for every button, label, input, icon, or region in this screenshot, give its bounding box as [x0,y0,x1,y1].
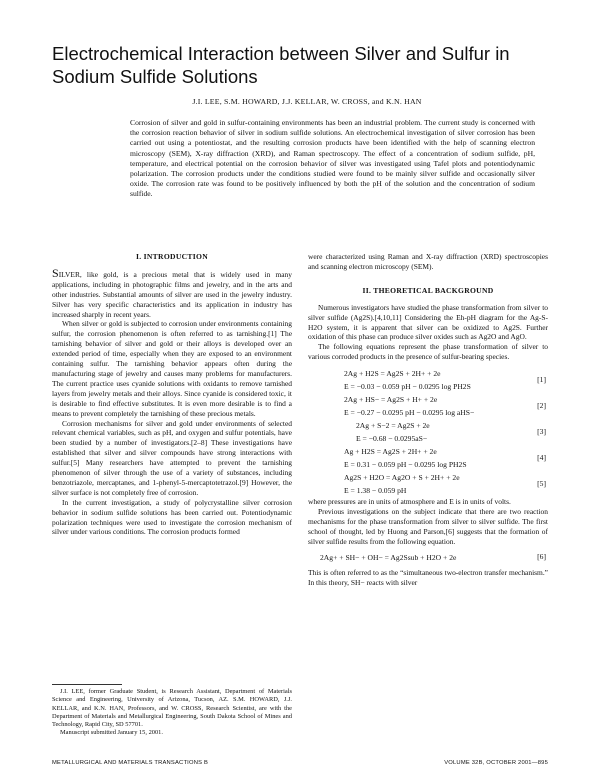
theory-paragraph-4: Previous investigations on the subject indicate that there are two reaction mechanisms for the phase transformation from silver to silver sulfide. The first school of thought, led by Huong and Parson,[6] suggests that the formation of silver sulfide results from the following equation. [308,507,548,546]
equation-1-potential: E = −0.03 − 0.059 pH − 0.0295 log PH2S [344,382,471,392]
author-affiliation-footnote [52,688,292,738]
equation-2-reaction: 2Ag + HS− = Ag2S + H+ + 2e [344,395,438,405]
equation-5-number: [5] [537,479,546,489]
theory-paragraph-3: where pressures are in units of atmosphere and E is in units of volts. [308,497,511,507]
equation-4-potential: E = 0.31 − 0.059 pH − 0.0295 log PH2S [344,460,467,470]
journal-name-footer: METALLURGICAL AND MATERIALS TRANSACTIONS B [52,760,209,766]
equation-4 [308,445,548,471]
equation-1-reaction: 2Ag + H2S = Ag2S + 2H+ + 2e [344,369,441,379]
intro-paragraph-1-text: ILVER, like gold, is a precious metal that is widely used in many applications, including in photographic films and jewelry, and in the arts and other industries. Substantial amounts of silver are used in the jewelry industry. Silver has very specific characteristics and its application in industry has increased sharply in recent years. [52,269,292,319]
equation-3 [308,419,548,445]
intro-paragraph-4-continued: were characterized using Raman and X-ray diffraction (XRD) spectroscopies and scanning electron microscopy (SEM). [308,252,548,271]
equation-5-potential: E = 1.38 − 0.059 pH [344,486,407,496]
author-list: J.I. LEE, S.M. HOWARD, J.J. KELLAR, W. CROSS, and K.N. HAN [192,97,422,106]
equation-5 [308,471,548,497]
equation-5-reaction: Ag2S + H2O = Ag2O + S + 2H+ + 2e [344,473,460,483]
theory-paragraph-1: Numerous investigators have studied the phase transformation from silver to silver sulfide (Ag2S).[4,10,11] Considering the Eh-pH diagram for the Ag-S-H2O system, it is apparent that silver can be oxidized to Ag2S. Further oxidation of this phase can produce silver oxides such as Ag2O and AgO. [308,302,548,342]
intro-paragraph-2: When silver or gold is subjected to corrosion under environments containing sulfur, the corrosion phenomenon is often referred to as tarnishing.[1] The tarnishing behavior of silver and gold or their alloys is developed over an extended period of time, especially when they are exposed to an environment containing sulfur. The tarnishing behavior appears often during the manufacturing stage of jewelry and causes many problems for manufacturers. The current practice uses cyanide solutions with oxidants to remove tarnished layers from jewelry metals and their alloys. Since cyanide is considered toxic, it is desirable to find effective substitutes. It is even more desirable is to find a means to prevent completely the tarnishing of these precious metals. [52,319,292,418]
equation-4-reaction: Ag + H2S = Ag2S + 2H+ + 2e [344,447,437,457]
abstract: Corrosion of silver and gold in sulfur-containing environments has been an industrial problem. The current study is concerned with the corrosion reaction behavior of silver in sodium sulfide solutions. An electrochemical investigation of silver corrosion has been carried out using a potentiostat, and the resulting corrosion products have been identified with the help of scanning electron microscopy (SEM), X-ray diffraction (XRD), and Raman spectroscopy. The effect of a concentration of sodium sulfide, pH, temperature, and electrical potential on the corrosion behavior of silver was investigated using Tafel plots and potentiodynamic polarization. The corrosion products under the conditions studied were found to be mainly silver sulfide and occasionally silver oxide. The corrosion rate was found to be positively influenced by both the pH of the solution and the concentration of sodium sulfide. [130,118,535,199]
section-heading-introduction: I. INTRODUCTION [135,252,208,261]
equation-6-reaction: 2Ag+ + SH− + OH− = Ag2Ssub + H2O + 2e [320,552,457,562]
intro-paragraph-4: In the current investigation, a study of polycrystalline silver corrosion behavior in sodium sulfide solutions has been carried out. Potentiodynamic polarization techniques were used to investigate the corrosion mechanism of silver under various conditions. The corrosion products formed [52,497,292,537]
section-heading-theoretical-background: II. THEORETICAL BACKGROUND [362,285,494,295]
volume-page-footer: VOLUME 32B, OCTOBER 2001—895 [444,760,548,766]
theory-paragraph-5: This is often referred to as the “simultaneous two-electron transfer mechanism.” In this theory, SH− reacts with silver [308,567,548,587]
theory-paragraph-2: The following equations represent the phase transformation of silver to various corroded products in the presence of sulfur-bearing species. [308,342,548,362]
equation-2 [308,393,548,419]
footnote-divider [52,684,122,685]
right-column [308,252,548,588]
equation-3-potential: E = −0.68 − 0.0295aS− [356,434,428,444]
equation-1 [308,367,548,393]
footnote-affiliations: J.I. LEE, former Graduate Student, is Research Assistant, Department of Materials Science and Engineering, University of Arizona, Tucson, AZ. S.M. HOWARD, J.J. KELLAR, and K.N. HAN, Professors, and W. CROSS, Research Scientist, are with the Department of Materials and Metallurgical Engineering, South Dakota School of Mines and Technology, Rapid City, SD 57701. [52,688,292,729]
left-column [52,252,292,537]
equation-4-number: [4] [537,453,546,463]
intro-paragraph-1 [52,265,292,320]
equation-1-number: [1] [537,375,546,385]
equation-6-number: [6] [537,552,546,562]
equation-2-potential: E = −0.27 − 0.0295 pH − 0.0295 log aHS− [344,408,475,418]
equation-3-reaction: 2Ag + S−2 = Ag2S + 2e [356,421,430,431]
equation-6 [308,551,548,564]
intro-paragraph-3: Corrosion mechanisms for silver and gold under environments of selected relevant chemical variables, such as pH, and oxygen and sulfur potentials, have been studied by a number of investigators.[2–8] These investigations have established that silver and silver compounds have strong interactions with sulfur.[5] Many researchers have attempted to prevent the tarnishing phenomenon of silver through the use of a variety of substances, including benzotriazole, mercaptanes, and 1-phenyl-5-mercaptotetrazol.[9] However, the silver surface is not completely free of corrosion. [52,418,292,497]
equation-3-number: [3] [537,427,546,437]
footnote-manuscript-date: Manuscript submitted January 15, 2001. [60,729,163,737]
equation-2-number: [2] [537,401,546,411]
equation-block [308,367,548,497]
drop-cap: S [52,265,59,280]
paper-title: Electrochemical Interaction between Silver and Sulfur in Sodium Sulfide Solutions [52,43,510,87]
